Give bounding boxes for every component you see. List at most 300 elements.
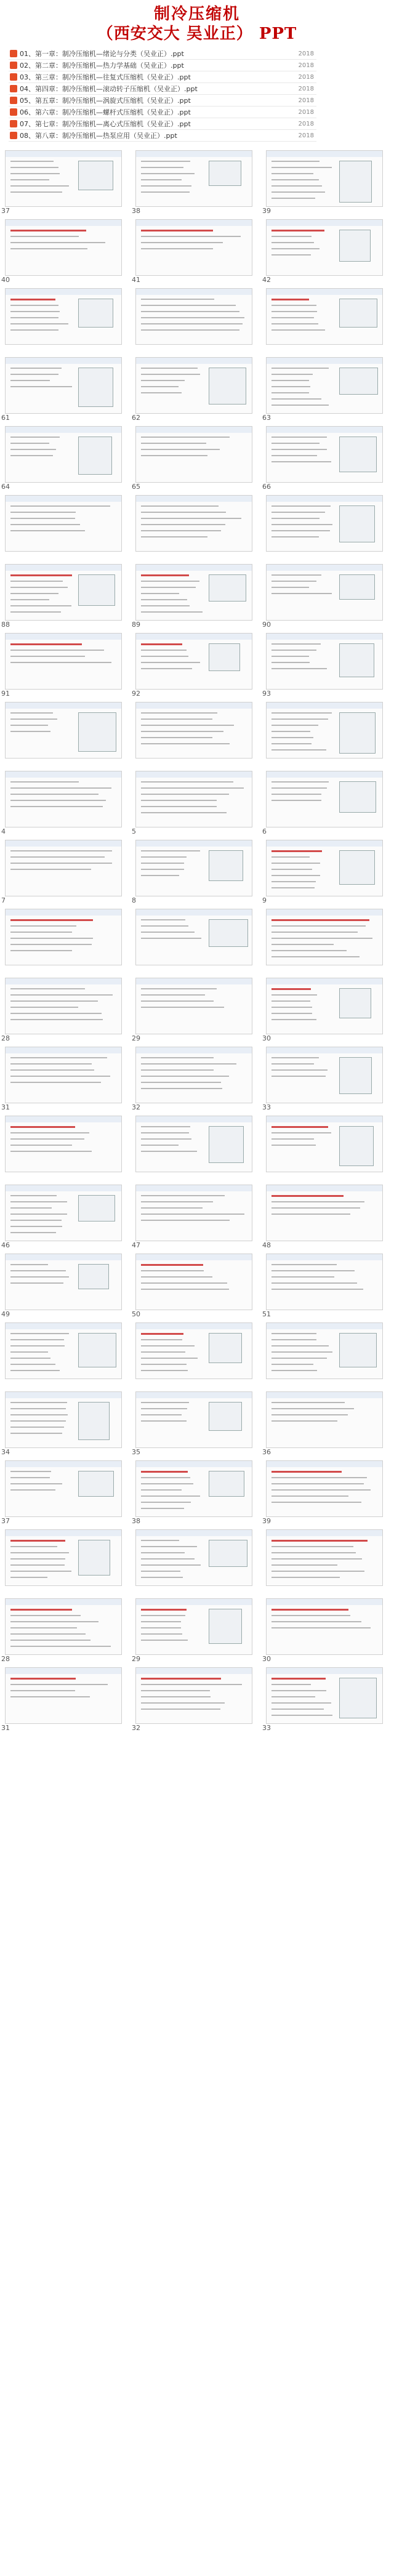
slide-thumbnail[interactable] (135, 495, 252, 552)
slide-thumbnail-cell[interactable] (1, 1251, 122, 1320)
file-list-item[interactable] (9, 60, 316, 71)
slide-thumbnail[interactable] (266, 357, 383, 414)
slide-title-bar (267, 702, 382, 709)
slide-thumbnail[interactable] (266, 288, 383, 345)
slide-thumbnail[interactable] (135, 1667, 252, 1724)
slide-text-line (141, 1502, 191, 1503)
slide-text-line (141, 368, 198, 369)
slide-text-line (141, 1552, 185, 1553)
slide-thumbnail-cell[interactable] (1, 837, 122, 906)
slide-text-line (10, 593, 58, 594)
slide-thumbnail[interactable] (135, 840, 252, 896)
slide-thumbnail[interactable] (135, 1529, 252, 1586)
slide-text-line (141, 161, 190, 162)
slide-thumbnail[interactable] (266, 1322, 383, 1379)
slide-text-line (271, 581, 316, 582)
slide-thumbnail-cell[interactable] (262, 561, 383, 630)
slide-thumbnail-cell[interactable] (1, 1458, 122, 1527)
slide-thumbnail[interactable] (266, 978, 383, 1034)
slide-number: 63 (262, 414, 271, 422)
ppt-file-icon (10, 50, 17, 57)
slide-number: 39 (262, 207, 271, 215)
slide-text-line (141, 1402, 189, 1403)
slide-thumbnail-cell[interactable] (262, 1389, 383, 1458)
slide-text-line (141, 1471, 188, 1473)
slide-text-line (10, 1007, 78, 1008)
slide-thumbnail[interactable] (5, 1529, 122, 1586)
slide-text-line (141, 1195, 225, 1196)
slide-number: 64 (1, 483, 10, 491)
slide-thumbnail-cell[interactable] (1, 493, 122, 561)
slide-text-line (141, 1678, 221, 1680)
slide-text-line (271, 1370, 317, 1371)
slide-thumbnail-cell[interactable] (132, 1458, 252, 1527)
slide-text-line (271, 1709, 324, 1710)
slide-thumbnail-cell[interactable] (132, 699, 252, 768)
slide-title-bar (6, 702, 121, 709)
slide-text-line (141, 1690, 210, 1691)
slide-text-line (271, 1715, 332, 1716)
slide-thumbnail-cell[interactable] (1, 561, 122, 630)
slide-text-line (141, 938, 201, 939)
slide-title-bar (6, 1323, 121, 1329)
slide-thumbnail[interactable] (5, 1254, 122, 1310)
slide-text-line (141, 1408, 187, 1409)
slide-text-line (10, 781, 79, 783)
slide-thumbnail[interactable] (266, 1185, 383, 1241)
slide-title-bar (6, 634, 121, 640)
slide-thumbnail[interactable] (135, 771, 252, 827)
slide-text-line (141, 800, 217, 801)
slide-thumbnail[interactable] (135, 219, 252, 276)
slide-number: 4 (1, 827, 6, 835)
slide-thumbnail-cell[interactable] (262, 768, 383, 837)
slide-text-line (141, 1333, 183, 1335)
slide-thumbnail[interactable] (135, 1391, 252, 1448)
slide-thumbnail-cell[interactable] (132, 975, 252, 1044)
slide-number: 28 (1, 1655, 10, 1663)
slide-thumbnail-cell[interactable] (262, 424, 383, 493)
slide-thumbnail[interactable] (266, 495, 383, 552)
slide-text-line (271, 1408, 354, 1409)
slide-text-line (141, 994, 205, 996)
slide-title-bar (6, 909, 121, 916)
slide-text-line (141, 656, 188, 657)
slide-text-line (10, 173, 60, 174)
slide-thumbnail[interactable] (135, 909, 252, 965)
slide-thumbnail[interactable] (266, 1529, 383, 1586)
slide-text-line (141, 505, 219, 507)
slide-text-line (10, 856, 105, 858)
slide-thumbnail[interactable] (5, 426, 122, 483)
slide-text-line (141, 869, 184, 870)
slide-number: 32 (132, 1724, 140, 1732)
slide-text-line (271, 305, 316, 306)
slide-figure (78, 712, 116, 752)
slide-text-line (271, 1019, 316, 1020)
slide-thumbnail-cell[interactable] (132, 906, 252, 975)
slide-thumbnail[interactable] (5, 771, 122, 827)
slide-text-line (271, 593, 332, 594)
slide-text-line (10, 317, 58, 318)
slide-text-line (271, 1546, 353, 1547)
slide-thumbnail[interactable] (135, 1598, 252, 1655)
slide-text-line (271, 1069, 328, 1071)
slide-text-line (10, 988, 85, 989)
slide-thumbnail[interactable] (266, 1116, 383, 1172)
slide-thumbnail-cell[interactable] (262, 286, 383, 355)
slide-thumbnail[interactable] (135, 357, 252, 414)
slide-figure (339, 850, 375, 885)
slide-thumbnail-cell[interactable] (1, 1527, 122, 1596)
slide-thumbnail[interactable] (5, 288, 122, 345)
slide-title-bar (136, 1392, 252, 1398)
slide-thumbnail-cell[interactable] (1, 1389, 122, 1458)
slide-thumbnail-cell[interactable] (132, 768, 252, 837)
slide-text-line (271, 524, 332, 525)
slide-text-line (10, 505, 110, 507)
slide-thumbnail-cell[interactable] (262, 1665, 383, 1734)
slide-text-line (271, 1558, 362, 1560)
slide-thumbnail[interactable] (135, 426, 252, 483)
slide-thumbnail-cell[interactable] (1, 355, 122, 424)
slide-number: 40 (1, 276, 10, 284)
slide-number: 37 (1, 1517, 10, 1525)
slide-thumbnail-cell[interactable] (262, 148, 383, 217)
slide-thumbnail-cell[interactable] (1, 148, 122, 217)
slide-text-line (271, 167, 332, 168)
slide-text-line (271, 161, 320, 162)
slide-text-line (271, 1621, 361, 1622)
file-list-item[interactable] (9, 130, 316, 142)
slide-text-line (141, 242, 223, 243)
slide-thumbnail-cell[interactable] (1, 217, 122, 286)
slide-thumbnail-cell[interactable] (262, 1044, 383, 1113)
slide-thumbnail[interactable] (5, 1047, 122, 1103)
slide-thumbnail-cell[interactable] (262, 975, 383, 1044)
slide-thumbnail-cell[interactable] (262, 1182, 383, 1251)
slide-number: 38 (132, 1517, 140, 1525)
slide-text-line (10, 925, 76, 927)
slide-text-line (271, 656, 309, 657)
slide-thumbnail[interactable] (135, 978, 252, 1034)
slide-thumbnail-cell[interactable] (132, 1527, 252, 1596)
slide-text-line (10, 800, 106, 801)
slide-text-line (271, 794, 321, 795)
slide-thumbnail-cell[interactable] (132, 1389, 252, 1458)
slide-text-line (10, 1489, 55, 1491)
slide-thumbnail-cell[interactable] (132, 1113, 252, 1182)
slide-text-line (141, 875, 179, 876)
slide-text-line (271, 725, 318, 726)
slide-thumbnail-cell[interactable] (262, 1527, 383, 1596)
slide-thumbnail-cell[interactable] (262, 355, 383, 424)
slide-thumbnail-cell[interactable] (132, 1320, 252, 1389)
slide-number: 65 (132, 483, 140, 491)
slide-text-line (141, 1063, 236, 1065)
slide-text-line (10, 1414, 68, 1415)
slide-text-line (271, 1289, 363, 1290)
slide-thumbnail[interactable] (5, 840, 122, 896)
slide-text-line (271, 1276, 334, 1278)
slide-thumbnail[interactable] (5, 564, 122, 621)
slide-thumbnail[interactable] (5, 1391, 122, 1448)
slide-thumbnail[interactable] (266, 1667, 383, 1724)
slide-thumbnail[interactable] (266, 1391, 383, 1448)
slide-thumbnail[interactable] (266, 1254, 383, 1310)
slide-text-line (141, 1540, 179, 1541)
slide-thumbnail[interactable] (266, 219, 383, 276)
slide-text-line (10, 1358, 50, 1359)
slide-thumbnail-cell[interactable] (262, 217, 383, 286)
file-list-item[interactable] (9, 107, 316, 118)
slide-thumbnail-cell[interactable] (132, 1251, 252, 1320)
slide-text-line (141, 1489, 182, 1491)
slide-text-line (10, 656, 85, 657)
slide-title-bar (136, 496, 252, 502)
slide-thumbnail[interactable] (266, 1460, 383, 1517)
file-list-item[interactable] (9, 118, 316, 130)
slide-text-line (10, 437, 60, 438)
slide-thumbnail[interactable] (135, 702, 252, 759)
slide-thumbnail[interactable] (135, 1116, 252, 1172)
slide-thumbnail-cell[interactable] (132, 1665, 252, 1734)
slide-thumbnail-cell[interactable] (262, 1251, 383, 1320)
slide-figure (78, 1402, 110, 1440)
slide-text-line (271, 919, 369, 921)
slide-text-line (271, 198, 315, 199)
slide-text-line (10, 1633, 86, 1635)
slide-thumbnail-cell[interactable] (1, 630, 122, 699)
slide-thumbnail[interactable] (5, 633, 122, 690)
slide-text-line (10, 374, 58, 375)
slide-thumbnail[interactable] (266, 840, 383, 896)
slide-thumbnail-cell[interactable] (262, 1458, 383, 1527)
file-list-item[interactable] (9, 95, 316, 107)
file-name: 02、第二章：制冷压缩机—热力学基础（吴业正）.ppt (20, 62, 184, 70)
slide-thumbnail-cell[interactable] (1, 1665, 122, 1734)
slide-figure (209, 643, 240, 671)
slide-thumbnail[interactable] (5, 1598, 122, 1655)
slide-figure (209, 161, 241, 186)
slide-thumbnail-cell[interactable] (1, 1182, 122, 1251)
slide-text-line (271, 712, 332, 714)
slide-title-bar (267, 1599, 382, 1605)
slide-thumbnail[interactable] (5, 909, 122, 965)
slide-text-line (271, 668, 327, 669)
slide-thumbnail[interactable] (266, 426, 383, 483)
slide-thumbnail[interactable] (266, 150, 383, 207)
slide-thumbnail-cell[interactable] (262, 837, 383, 906)
slide-thumbnail[interactable] (5, 978, 122, 1034)
slide-text-line (271, 662, 310, 663)
slide-text-line (10, 919, 93, 921)
slide-thumbnail[interactable] (266, 702, 383, 759)
file-list-item[interactable] (9, 83, 316, 95)
slide-thumbnail-cell[interactable] (262, 630, 383, 699)
slide-text-line (271, 863, 320, 864)
slide-text-line (271, 1126, 328, 1128)
slide-text-line (271, 650, 316, 651)
slide-thumbnail-cell[interactable] (132, 1182, 252, 1251)
slide-text-line (271, 1540, 368, 1542)
slide-text-line (10, 161, 54, 162)
slide-title-bar (6, 151, 121, 157)
slide-thumbnail[interactable] (5, 219, 122, 276)
slide-text-line (271, 1577, 340, 1578)
slide-text-line (10, 794, 98, 795)
slide-thumbnail[interactable] (5, 150, 122, 207)
slide-text-line (141, 1276, 212, 1278)
slide-text-line (10, 1151, 92, 1152)
ppt-file-icon (10, 62, 17, 69)
slide-text-line (10, 662, 111, 663)
slide-title-bar (136, 1185, 252, 1191)
slide-text-line (141, 236, 241, 237)
slide-number: 93 (262, 690, 271, 698)
slide-text-line (10, 1264, 48, 1265)
slide-text-line (141, 386, 179, 387)
slide-text-line (141, 230, 213, 231)
slide-thumbnail-cell[interactable] (132, 148, 252, 217)
slide-text-line (271, 932, 358, 933)
slide-title-bar (6, 1392, 121, 1398)
slide-thumbnail[interactable] (266, 1047, 383, 1103)
slide-text-line (141, 1508, 184, 1509)
ppt-file-icon (10, 108, 17, 116)
slide-text-line (141, 185, 191, 187)
slide-thumbnail-cell[interactable] (262, 699, 383, 768)
slide-text-line (141, 806, 217, 807)
slide-text-line (141, 1132, 189, 1133)
slide-thumbnail[interactable] (266, 1598, 383, 1655)
slide-thumbnail[interactable] (5, 1116, 122, 1172)
slide-number: 90 (262, 621, 271, 629)
slide-thumbnail[interactable] (5, 702, 122, 759)
slide-thumbnail[interactable] (135, 1322, 252, 1379)
slide-text-line (10, 1076, 110, 1077)
slide-thumbnail-cell[interactable] (1, 424, 122, 493)
slide-text-line (271, 505, 331, 507)
slide-thumbnail-cell[interactable] (132, 1596, 252, 1665)
slide-thumbnail[interactable] (135, 288, 252, 345)
slide-text-line (10, 1063, 92, 1065)
slide-figure (339, 299, 377, 328)
slide-thumbnail-cell[interactable] (1, 1044, 122, 1113)
file-year: 2018 (298, 97, 314, 104)
slide-text-line (141, 317, 244, 318)
slide-thumbnail[interactable] (5, 495, 122, 552)
slide-thumbnail-cell[interactable] (132, 1044, 252, 1113)
slide-thumbnail[interactable] (135, 1254, 252, 1310)
slide-thumbnail[interactable] (135, 633, 252, 690)
slide-thumbnail-cell[interactable] (262, 493, 383, 561)
slide-figure (78, 1195, 115, 1222)
slide-thumbnail-cell[interactable] (132, 217, 252, 286)
slide-thumbnail[interactable] (266, 909, 383, 965)
file-list-item[interactable] (9, 71, 316, 83)
slide-text-line (271, 800, 321, 801)
slide-number: 31 (1, 1724, 10, 1732)
slide-figure (339, 988, 371, 1018)
slide-thumbnail[interactable] (266, 771, 383, 827)
slide-text-line (271, 787, 327, 789)
slide-thumbnail-cell[interactable] (1, 699, 122, 768)
file-list-item[interactable] (9, 48, 316, 60)
slide-thumbnail-cell[interactable] (132, 561, 252, 630)
slide-text-line (141, 925, 188, 927)
slide-text-line (10, 1621, 98, 1622)
slide-text-line (10, 1609, 72, 1611)
slide-text-line (10, 1577, 47, 1578)
slide-text-line (141, 1621, 181, 1622)
slide-text-line (271, 743, 312, 744)
slide-thumbnail[interactable] (266, 564, 383, 621)
slide-text-line (10, 1138, 84, 1140)
slide-text-line (10, 1069, 94, 1071)
slide-number: 29 (132, 1655, 140, 1663)
slide-thumbnail[interactable] (135, 564, 252, 621)
slide-text-line (141, 662, 200, 663)
file-name: 01、第一章：制冷压缩机—绪论与分类（吴业正）.ppt (20, 50, 184, 58)
slide-figure (339, 781, 376, 813)
slide-thumbnail-cell[interactable] (262, 1113, 383, 1182)
slide-thumbnail-cell[interactable] (1, 1320, 122, 1389)
slide-text-line (271, 731, 310, 732)
slide-thumbnail[interactable] (5, 1185, 122, 1241)
slide-thumbnail-cell[interactable] (132, 424, 252, 493)
slide-thumbnail-cell[interactable] (1, 1113, 122, 1182)
slide-text-line (271, 254, 311, 256)
slide-thumbnail-cell[interactable] (262, 1320, 383, 1389)
slide-thumbnail[interactable] (135, 1460, 252, 1517)
slide-thumbnail-cell[interactable] (1, 1596, 122, 1665)
slide-thumbnail-cell[interactable] (132, 630, 252, 699)
slide-thumbnail[interactable] (135, 1185, 252, 1241)
slide-thumbnail-cell[interactable] (262, 906, 383, 975)
file-year: 2018 (298, 85, 314, 92)
slide-title-bar (136, 1530, 252, 1536)
slide-number: 28 (1, 1034, 10, 1042)
slide-thumbnail-cell[interactable] (1, 768, 122, 837)
slide-text-line (271, 1495, 348, 1497)
slide-thumbnail[interactable] (266, 633, 383, 690)
slide-thumbnail-cell[interactable] (132, 286, 252, 355)
slide-thumbnail[interactable] (135, 150, 252, 207)
slide-thumbnail-cell[interactable] (1, 906, 122, 975)
slide-number: 47 (132, 1241, 140, 1249)
slide-thumbnail-cell[interactable] (1, 286, 122, 355)
slide-thumbnail-cell[interactable] (1, 975, 122, 1044)
slide-text-line (271, 443, 320, 444)
slide-thumbnail-cell[interactable] (262, 1596, 383, 1665)
slide-thumbnail-cell[interactable] (132, 493, 252, 561)
slide-thumbnail[interactable] (5, 1667, 122, 1724)
slide-text-line (141, 1270, 204, 1271)
slide-thumbnail[interactable] (5, 1322, 122, 1379)
slide-thumbnail[interactable] (5, 1460, 122, 1517)
slide-text-line (271, 374, 313, 375)
slide-text-line (10, 950, 72, 951)
slide-thumbnail[interactable] (135, 1047, 252, 1103)
slide-thumbnail[interactable] (5, 357, 122, 414)
slide-thumbnail-cell[interactable] (132, 837, 252, 906)
file-year: 2018 (298, 108, 314, 116)
slide-number: 41 (132, 276, 140, 284)
slide-text-line (271, 437, 327, 438)
slide-title-bar (267, 289, 382, 295)
slide-thumbnail-cell[interactable] (132, 355, 252, 424)
